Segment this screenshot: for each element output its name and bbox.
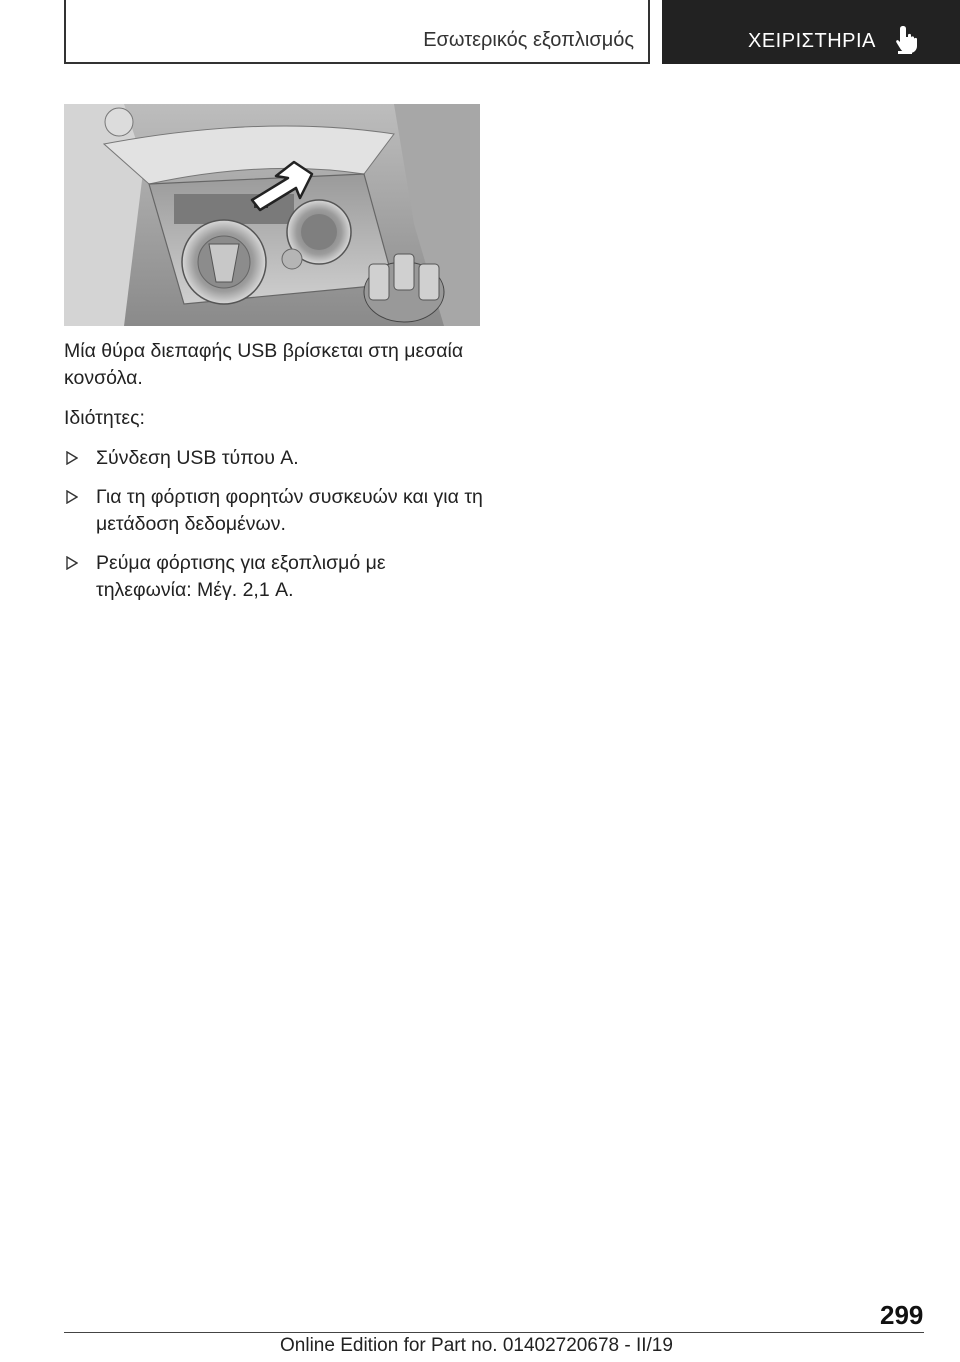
list-item-text: Σύνδεση USB τύπου A. (96, 447, 299, 469)
header-section-box (64, 0, 650, 64)
properties-label: Ιδιότητες: (64, 407, 145, 429)
header-chapter-box (662, 0, 960, 64)
page-number: 299 (880, 1300, 924, 1330)
triangle-right-icon (66, 556, 78, 570)
center-console-illustration (64, 104, 480, 326)
usb-port-photo (64, 104, 480, 326)
list-item (64, 550, 484, 604)
triangle-right-icon (66, 490, 78, 504)
hand-pointer-icon (894, 24, 920, 54)
triangle-right-icon (66, 451, 78, 465)
header-chapter-title: ΧΕΙΡΙΣΤΗΡΙΑ (748, 30, 876, 52)
list-item (64, 484, 484, 538)
list-item (64, 445, 484, 472)
body-text (64, 338, 484, 616)
footer-divider (64, 1332, 924, 1333)
footer-edition: Online Edition for Part no. 01402720678 - II/19 (280, 1335, 673, 1356)
list-item-text: Ρεύμα φόρτισης για εξοπλισμό με τηλεφωνία: Μέγ. 2,1 A. (96, 552, 386, 601)
list-item-text: Για τη φόρτιση φορητών συσκευών και για τη μετάδοση δεδομένων. (96, 486, 483, 535)
intro-paragraph: Μία θύρα διεπαφής USB βρίσκεται στη μεσαία κονσόλα. (64, 340, 464, 389)
header-section-title: Εσωτερικός εξοπλισμός (423, 29, 634, 51)
